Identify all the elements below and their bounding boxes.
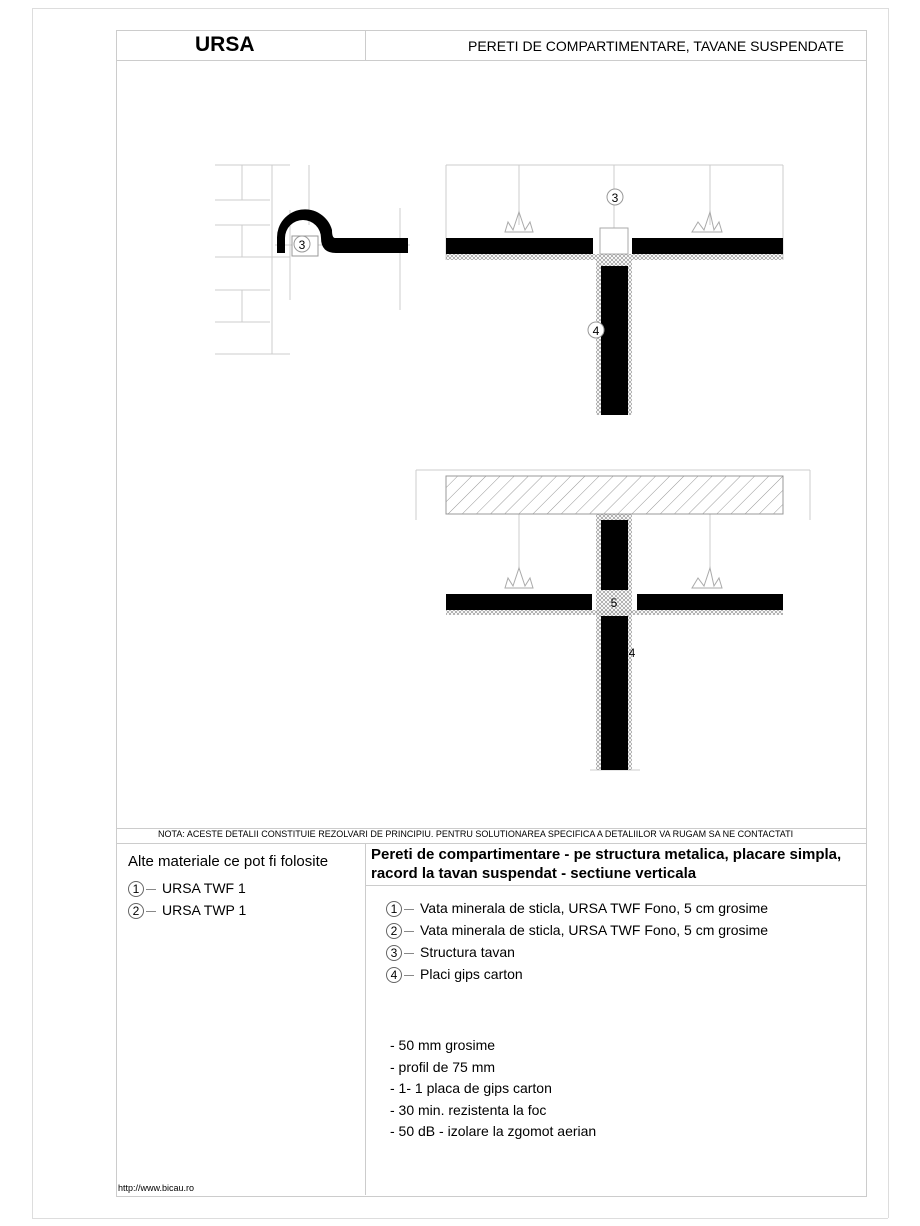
brick-wall [215, 165, 410, 354]
label-3-left: 3 [298, 238, 306, 252]
alt-materials-list [128, 877, 246, 921]
list-item: 2 URSA TWP 1 [128, 899, 246, 921]
detail-legend [386, 897, 768, 985]
list-item: 1 Vata minerala de sticla, URSA TWF Fono, 5 cm grosime [386, 897, 768, 919]
spec-item: - 1- 1 placa de gips carton [390, 1080, 552, 1096]
alt-materials-title: Alte materiale ce pot fi folosite [128, 853, 329, 870]
label-4-top: 4 [592, 324, 600, 338]
spec-item: - 30 min. rezistenta la foc [390, 1101, 547, 1118]
disclaimer-note: NOTA: ACESTE DETALII CONSTITUIE REZOLVARI DE PRINCIPIU. PENTRU SOLUTIONAREA SPECIFICA A DETALIILOR VA RUGAM SA NE CONTACTATI [158, 829, 794, 839]
sheet-title: PERETI DE COMPARTIMENTARE, TAVANE SUSPENDATE [468, 38, 844, 54]
footer-url[interactable]: http://www.bicau.ro [118, 1183, 195, 1193]
list-item: 2 Vata minerala de sticla, URSA TWF Fono, 5 cm grosime [386, 919, 768, 941]
list-item: 1 URSA TWF 1 [128, 877, 246, 899]
label-3-top: 3 [611, 191, 619, 205]
detail-title: Pereti de compartimentare - pe structura metalica, placare simpla, racord la tavan suspendat - sectiune verticala [371, 846, 842, 882]
spec-item: - 50 mm grosime [390, 1037, 496, 1053]
spec-item: - 50 dB - izolare la zgomot aerian [390, 1123, 597, 1139]
concrete-slab [446, 476, 783, 514]
label-5-bottom: 5 [610, 596, 618, 610]
specs-list [390, 1035, 596, 1143]
label-4-bottom: 4 [628, 646, 636, 660]
spec-item: - profil de 75 mm [390, 1058, 496, 1075]
list-item: 4 Placi gips carton [386, 963, 768, 985]
brand-logo: URSA [195, 33, 255, 56]
list-item: 3 Structura tavan [386, 941, 768, 963]
